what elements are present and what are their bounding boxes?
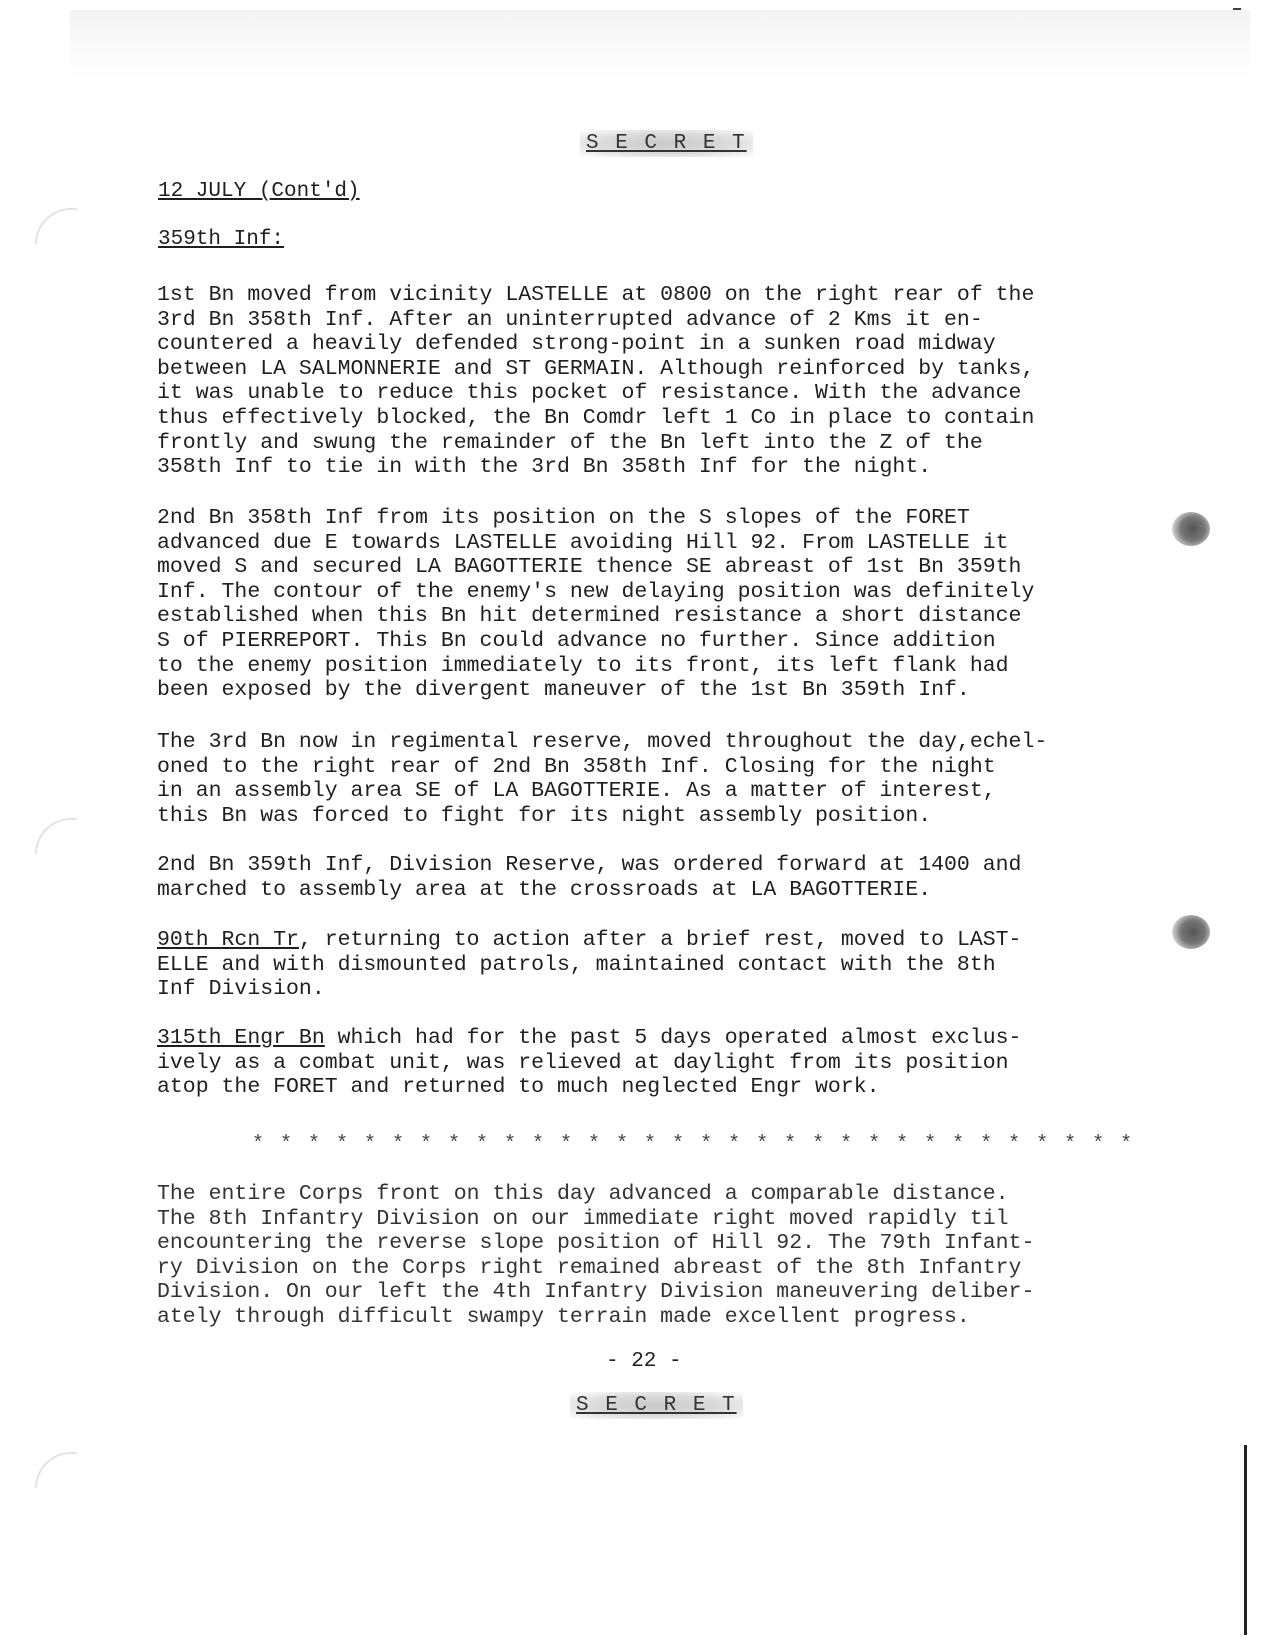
ink-blot (1172, 512, 1210, 546)
paragraph-2nd-bn-359th: 2nd Bn 359th Inf, Division Reserve, was ordered forward at 1400 and marched to assembly area at the crossroads at LA BAGOTTERIE. (157, 853, 1022, 902)
paragraph-1st-bn: 1st Bn moved from vicinity LASTELLE at 0800 on the right rear of the 3rd Bn 358th Inf. After an uninterrupted advance of 2 Kms it en- countered a heavily defended strong-point in a sunken road midway between LA SALMONNERIE and ST GERMAIN. Although reinforced by tanks, it was unable to reduce this pocket of resistance. With the advance thus effectively blocked, the Bn Comdr left 1 Co in place to contain frontly and swung the remainder of the Bn left into the Z of the 358th Inf to tie in with the 3rd Bn 358th Inf for the night. (157, 283, 1035, 480)
punch-hole-mark (35, 1452, 77, 1488)
punch-hole-mark (35, 208, 77, 244)
paragraph-2nd-bn-358th: 2nd Bn 358th Inf from its position on the S slopes of the FORET advanced due E towards LASTELLE avoiding Hill 92. From LASTELLE it moved S and secured LA BAGOTTERIE thence SE abreast of 1st Bn 359th Inf. The contour of the enemy's new delaying position was definitely established when this Bn hit determined resistance a short distance S of PIERREPORT. This Bn could advance no further. Since addition to the enemy position immediately to its front, its left flank had been exposed by the divergent maneuver of the 1st Bn 359th Inf. (157, 506, 1035, 703)
rcn-tr-text: , returning to action after a brief rest, moved to LAST- ELLE and with dismounted patrols, maintained contact with the 8th Inf Division. (157, 928, 1022, 1002)
paragraph-rcn-tr (157, 928, 1257, 1002)
page-number: - 22 - (606, 1350, 682, 1373)
paragraph-3rd-bn: The 3rd Bn now in regimental reserve, moved throughout the day,echel- oned to the right rear of 2nd Bn 358th Inf. Closing for the night in an assembly area SE of LA BAGOTTERIE. As a matter of interest, this Bn was forced to fight for its night assembly position. (157, 730, 1048, 828)
classification-stamp-bottom: S E C R E T (570, 1392, 743, 1419)
asterisk-separator: * * * * * * * * * * * * * * * * * * * * * * * * * * * * * * * * (252, 1133, 1135, 1156)
scan-mark (1233, 8, 1241, 10)
engr-bn-unit: 315th Engr Bn (157, 1026, 325, 1050)
paragraph-engr-bn (157, 1026, 1257, 1100)
paragraph-corps-front: The entire Corps front on this day advanced a comparable distance. The 8th Infantry Division on our immediate right moved rapidly til encountering the reverse slope position of Hill 92. The 79th Infant- ry Division on the Corps right remained abreast of the 8th Infantry Division. On our left the 4th Infantry Division maneuvering deliber- ately through difficult swampy terrain made excellent progress. (157, 1182, 1035, 1329)
date-heading: 12 JULY (Cont'd) (158, 180, 360, 203)
punch-hole-mark (35, 818, 77, 854)
engr-bn-text: which had for the past 5 days operated almost exclus- ively as a combat unit, was relieved at daylight from its position atop the FORET and returned to much neglected Engr work. (157, 1026, 1022, 1100)
scan-shadow (70, 10, 1250, 80)
unit-heading: 359th Inf: (158, 228, 285, 251)
ink-blot (1172, 915, 1210, 949)
rcn-tr-unit: 90th Rcn Tr (157, 928, 299, 952)
classification-stamp-top: S E C R E T (580, 130, 753, 157)
scan-edge-line (1244, 1445, 1247, 1635)
